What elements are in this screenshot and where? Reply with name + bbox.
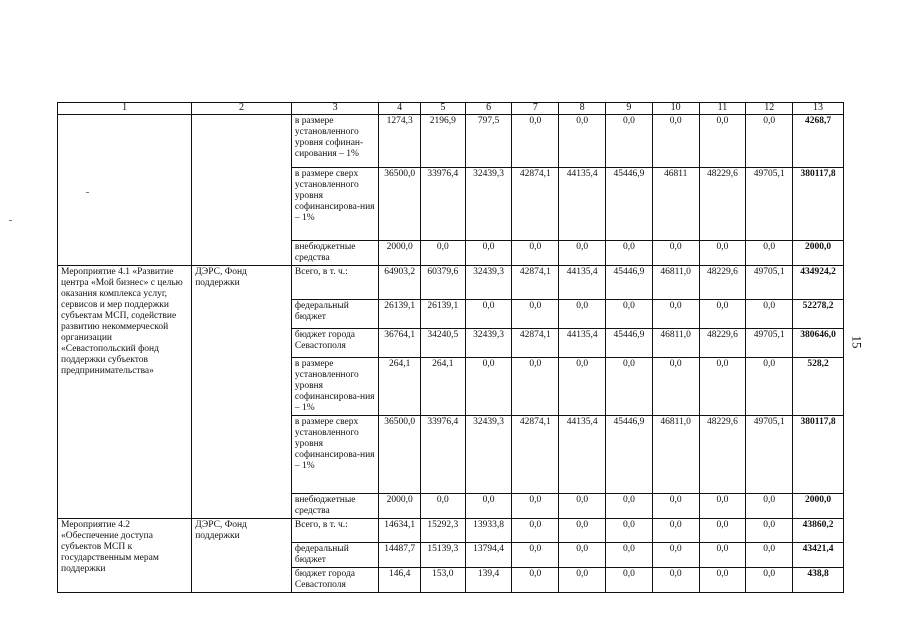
year-value-cell: 45446,9: [606, 416, 653, 494]
year-value-cell: 42874,1: [512, 168, 559, 241]
year-value-cell: 0,0: [699, 241, 746, 266]
year-value-cell: 64903,2: [379, 266, 421, 300]
year-value-cell: 33976,4: [420, 168, 465, 241]
total-value-cell: 2000,0: [793, 494, 844, 519]
table-row: [58, 115, 844, 168]
column-header: 7: [512, 103, 559, 115]
year-value-cell: 42874,1: [512, 266, 559, 300]
column-header: 6: [465, 103, 512, 115]
page-number: 15: [849, 335, 865, 349]
year-value-cell: 45446,9: [606, 168, 653, 241]
total-value-cell: 380117,8: [793, 416, 844, 494]
year-value-cell: 0,0: [559, 358, 606, 416]
year-value-cell: 0,0: [512, 543, 559, 568]
year-value-cell: 153,0: [420, 568, 465, 593]
budget-table: [57, 102, 844, 593]
total-value-cell: 2000,0: [793, 241, 844, 266]
funding-source-cell: федеральный бюджет: [291, 543, 378, 568]
year-value-cell: 60379,6: [420, 266, 465, 300]
year-value-cell: 49705,1: [746, 266, 793, 300]
year-value-cell: 0,0: [652, 519, 699, 543]
total-value-cell: 43421,4: [793, 543, 844, 568]
year-value-cell: 0,0: [652, 300, 699, 329]
year-value-cell: 36500,0: [379, 168, 421, 241]
year-value-cell: 0,0: [699, 543, 746, 568]
year-value-cell: 0,0: [559, 519, 606, 543]
year-value-cell: 45446,9: [606, 329, 653, 358]
year-value-cell: 0,0: [746, 494, 793, 519]
funding-source-cell: Всего, в т. ч.:: [291, 266, 378, 300]
year-value-cell: 2196,9: [420, 115, 465, 168]
year-value-cell: 0,0: [699, 300, 746, 329]
year-value-cell: 0,0: [746, 358, 793, 416]
year-value-cell: 48229,6: [699, 329, 746, 358]
year-value-cell: 0,0: [699, 494, 746, 519]
year-value-cell: 0,0: [559, 300, 606, 329]
year-value-cell: 0,0: [652, 241, 699, 266]
executor-cell: ДЭРС, Фонд поддержки: [192, 519, 292, 593]
year-value-cell: 26139,1: [420, 300, 465, 329]
year-value-cell: 0,0: [606, 241, 653, 266]
year-value-cell: 46811,0: [652, 266, 699, 300]
year-value-cell: 34240,5: [420, 329, 465, 358]
header-row: [58, 103, 844, 115]
year-value-cell: 48229,6: [699, 266, 746, 300]
year-value-cell: 0,0: [512, 494, 559, 519]
column-header: 9: [606, 103, 653, 115]
year-value-cell: 36500,0: [379, 416, 421, 494]
table-row: [58, 266, 844, 300]
funding-source-cell: Всего, в т. ч.:: [291, 519, 378, 543]
funding-source-cell: внебюджетные средства: [291, 494, 378, 519]
year-value-cell: 0,0: [652, 494, 699, 519]
year-value-cell: 264,1: [420, 358, 465, 416]
year-value-cell: 33976,4: [420, 416, 465, 494]
year-value-cell: 0,0: [512, 300, 559, 329]
funding-source-cell: федеральный бюджет: [291, 300, 378, 329]
total-value-cell: 380646,0: [793, 329, 844, 358]
year-value-cell: 46811,0: [652, 416, 699, 494]
total-value-cell: 434924,2: [793, 266, 844, 300]
funding-source-cell: в размере сверх установленного уровня софинансирова-ния – 1%: [291, 416, 378, 494]
year-value-cell: 0,0: [512, 568, 559, 593]
table-row: [58, 519, 844, 543]
year-value-cell: 0,0: [606, 115, 653, 168]
year-value-cell: 42874,1: [512, 416, 559, 494]
year-value-cell: 0,0: [746, 115, 793, 168]
year-value-cell: 44135,4: [559, 416, 606, 494]
year-value-cell: 48229,6: [699, 416, 746, 494]
year-value-cell: 0,0: [746, 568, 793, 593]
year-value-cell: 0,0: [699, 568, 746, 593]
year-value-cell: 0,0: [465, 358, 512, 416]
activity-cell: Мероприятие 4.2 «Обеспечение доступа субъектов МСП к государственным мерам поддержки: [58, 519, 192, 593]
year-value-cell: 0,0: [465, 241, 512, 266]
year-value-cell: 0,0: [652, 358, 699, 416]
column-header: 12: [746, 103, 793, 115]
scan-mark: [9, 220, 12, 221]
year-value-cell: 0,0: [746, 543, 793, 568]
year-value-cell: 0,0: [512, 358, 559, 416]
funding-source-cell: в размере сверх установленного уровня софинансирова-ния – 1%: [291, 168, 378, 241]
total-value-cell: 52278,2: [793, 300, 844, 329]
funding-source-cell: в размере установленного уровня софинансирова-ния – 1%: [291, 358, 378, 416]
year-value-cell: 49705,1: [746, 168, 793, 241]
year-value-cell: 0,0: [606, 358, 653, 416]
year-value-cell: 0,0: [512, 241, 559, 266]
year-value-cell: 146,4: [379, 568, 421, 593]
year-value-cell: 0,0: [420, 494, 465, 519]
year-value-cell: 2000,0: [379, 494, 421, 519]
year-value-cell: 13933,8: [465, 519, 512, 543]
year-value-cell: 0,0: [559, 115, 606, 168]
year-value-cell: 0,0: [746, 300, 793, 329]
year-value-cell: 0,0: [420, 241, 465, 266]
funding-source-cell: внебюджетные средства: [291, 241, 378, 266]
year-value-cell: 0,0: [746, 241, 793, 266]
year-value-cell: 0,0: [606, 568, 653, 593]
year-value-cell: 46811,0: [652, 329, 699, 358]
activity-cell: [58, 115, 192, 266]
year-value-cell: 45446,9: [606, 266, 653, 300]
year-value-cell: 15292,3: [420, 519, 465, 543]
year-value-cell: 0,0: [512, 115, 559, 168]
year-value-cell: 0,0: [559, 543, 606, 568]
year-value-cell: 0,0: [465, 300, 512, 329]
year-value-cell: 42874,1: [512, 329, 559, 358]
year-value-cell: 0,0: [559, 568, 606, 593]
year-value-cell: 0,0: [699, 519, 746, 543]
column-header: 13: [793, 103, 844, 115]
year-value-cell: 32439,3: [465, 266, 512, 300]
funding-source-cell: бюджет города Севастополя: [291, 329, 378, 358]
total-value-cell: 438,8: [793, 568, 844, 593]
year-value-cell: 49705,1: [746, 416, 793, 494]
year-value-cell: 13794,4: [465, 543, 512, 568]
activity-cell: Мероприятие 4.1 «Развитие центра «Мой бизнес» с целью оказания комплекса услуг, сервисов и мер поддержки субъектам МСП, содействие развитию некоммерческой организации «Севастопольский фонд поддержки субъектов предпринимательства»: [58, 266, 192, 519]
column-header: 10: [652, 103, 699, 115]
year-value-cell: 44135,4: [559, 266, 606, 300]
column-header: 4: [379, 103, 421, 115]
year-value-cell: 0,0: [606, 494, 653, 519]
column-header: 11: [699, 103, 746, 115]
funding-source-cell: бюджет города Севастополя: [291, 568, 378, 593]
year-value-cell: 0,0: [606, 300, 653, 329]
total-value-cell: 380117,8: [793, 168, 844, 241]
year-value-cell: 0,0: [606, 543, 653, 568]
year-value-cell: 797,5: [465, 115, 512, 168]
year-value-cell: 0,0: [559, 241, 606, 266]
year-value-cell: 26139,1: [379, 300, 421, 329]
total-value-cell: 43860,2: [793, 519, 844, 543]
year-value-cell: 0,0: [606, 519, 653, 543]
year-value-cell: 0,0: [652, 568, 699, 593]
year-value-cell: 0,0: [465, 494, 512, 519]
year-value-cell: 2000,0: [379, 241, 421, 266]
total-value-cell: 528,2: [793, 358, 844, 416]
year-value-cell: 264,1: [379, 358, 421, 416]
column-header: 8: [559, 103, 606, 115]
year-value-cell: 15139,3: [420, 543, 465, 568]
year-value-cell: 0,0: [699, 115, 746, 168]
year-value-cell: 0,0: [746, 519, 793, 543]
year-value-cell: 32439,3: [465, 329, 512, 358]
year-value-cell: 0,0: [652, 115, 699, 168]
executor-cell: ДЭРС, Фонд поддержки: [192, 266, 292, 519]
year-value-cell: 0,0: [512, 519, 559, 543]
total-value-cell: 4268,7: [793, 115, 844, 168]
year-value-cell: 14634,1: [379, 519, 421, 543]
column-header: 5: [420, 103, 465, 115]
column-header: 1: [58, 103, 192, 115]
year-value-cell: 46811: [652, 168, 699, 241]
year-value-cell: 44135,4: [559, 329, 606, 358]
executor-cell: [192, 115, 292, 266]
year-value-cell: 32439,3: [465, 168, 512, 241]
year-value-cell: 1274,3: [379, 115, 421, 168]
column-header: 2: [192, 103, 292, 115]
year-value-cell: 0,0: [559, 494, 606, 519]
year-value-cell: 36764,1: [379, 329, 421, 358]
year-value-cell: 139,4: [465, 568, 512, 593]
year-value-cell: 0,0: [699, 358, 746, 416]
year-value-cell: 32439,3: [465, 416, 512, 494]
year-value-cell: 0,0: [652, 543, 699, 568]
scan-mark: [86, 192, 89, 193]
year-value-cell: 14487,7: [379, 543, 421, 568]
year-value-cell: 48229,6: [699, 168, 746, 241]
funding-source-cell: в размере установленного уровня софинан-сирования – 1%: [291, 115, 378, 168]
year-value-cell: 49705,1: [746, 329, 793, 358]
year-value-cell: 44135,4: [559, 168, 606, 241]
column-header: 3: [291, 103, 378, 115]
